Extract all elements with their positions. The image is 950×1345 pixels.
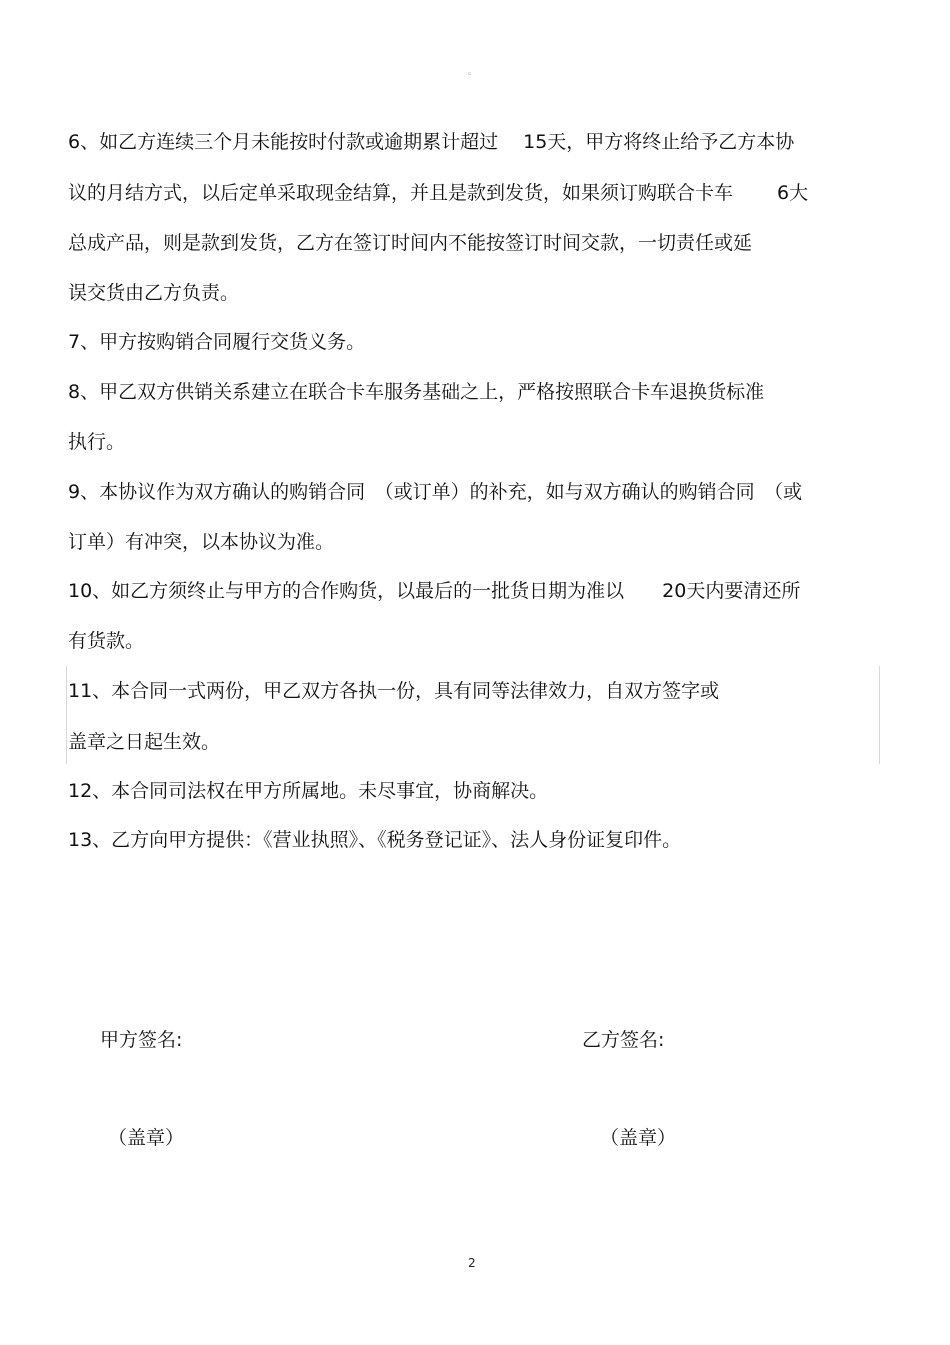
clause-11-line-1: 11、本合同一式两份，甲乙双方各执一份，具有同等法律效力，自双方签字或 [68, 680, 720, 702]
clause-13: 13、乙方向甲方提供：《营业执照》、《税务登记证》、法人身份证复印件。 [68, 829, 682, 851]
party-b-signature-label: 乙方签名: [582, 1029, 665, 1051]
party-a-signature-label: 甲方签名: [100, 1029, 183, 1051]
clause-12: 12、本合同司法权在甲方所属地。未尽事宜，协商解决。 [68, 780, 549, 802]
party-a-seal: （盖章） [108, 1127, 185, 1149]
header-mark: 。 [468, 67, 478, 77]
left-rule [66, 666, 67, 764]
clause-8-line-1: 8、甲乙双方供销关系建立在联合卡车服务基础之上，严格按照联合卡车退换货标准 [68, 381, 765, 403]
clause-7: 7、甲方按购销合同履行交货义务。 [68, 331, 366, 353]
clause-6-line-1: 6、如乙方连续三个月未能按时付款或逾期累计超过 15天，甲方将终止给予乙方本协 [68, 131, 795, 153]
party-b-seal: （盖章） [600, 1127, 677, 1149]
clause-10-line-1: 10、如乙方须终止与甲方的合作购货，以最后的一批货日期为准以 20天内要清还所 [68, 580, 801, 602]
page-number: 2 [468, 1256, 476, 1270]
clause-6-line-4: 误交货由乙方负责。 [68, 282, 240, 304]
right-rule [879, 666, 880, 764]
clause-9-line-2: 订单）有冲突，以本协议为准。 [68, 531, 335, 553]
clause-8-line-2: 执行。 [68, 431, 126, 453]
clause-10-line-2: 有货款。 [68, 630, 145, 652]
clause-6-line-3: 总成产品，则是款到发货，乙方在签订时间内不能按签订时间交款，一切责任或延 [68, 232, 753, 254]
clause-9-line-1: 9、本协议作为双方确认的购销合同 （或订单）的补充，如与双方确认的购销合同 （或 [68, 481, 803, 503]
clause-11-line-2: 盖章之日起生效。 [68, 731, 221, 753]
clause-6-line-2: 议的月结方式，以后定单采取现金结算，并且是款到发货，如果须订购联合卡车 6大 [68, 182, 809, 204]
